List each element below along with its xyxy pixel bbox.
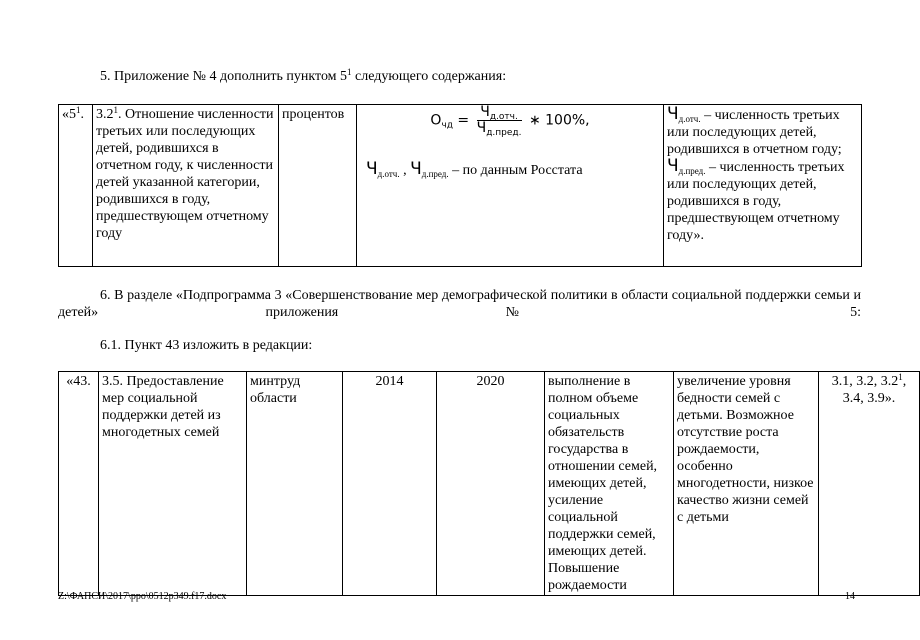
t2-col-executor: минтруд области	[247, 372, 343, 596]
formula-source: $Ч_{д.отч.}$ , $Ч_{д.пред.}$ – по данным Росстата	[366, 159, 583, 179]
t2-col-consequences: увеличение уровня бедности семей с детьми. Возможное отсутствие роста рождаемости, особенно многодетности, низкое качество жизни семей с детьми	[674, 372, 819, 596]
t1-col-formula	[357, 105, 664, 267]
t2-col-measure: 3.5. Предоставление мер социальной поддержки детей из многодетных семей	[99, 372, 247, 596]
measures-table	[58, 371, 920, 596]
formula: $О_{чд}$ = $\frac{Ч_{д.отч.}}{Ч_{д.пред.}}$ ∗ 100%,	[430, 104, 590, 138]
t1-col-number: «$5^1$.	[59, 105, 93, 267]
definition-previous: $Ч_{д.пред.}$ – численность третьих или последующих детей, родившихся в году, предшествующем отчетному году».	[667, 156, 845, 243]
t2-col-end-year: 2020	[437, 372, 545, 596]
t2-col-start-year: 2014	[343, 372, 437, 596]
definition-current: $Ч_{д.отч.}$ – численность третьих или последующих детей, родившихся в отчетном году;	[667, 104, 842, 157]
indicator-table	[58, 104, 862, 267]
item-6-text: 6. В разделе «Подпрограмма 3 «Совершенствование мер демографической политики в области социальной поддержки семьи и детей» приложения № 5:	[58, 288, 861, 320]
t2-col-indicators: 3.1, 3.2, $3.2^1$, 3.4, 3.9».	[819, 372, 920, 596]
t2-col-result: выполнение в полном объеме социальных обязательств государства в отношении семей, имеющих детей, усиление социальной поддержки семей, имеющих детей. Повышение рождаемости	[545, 372, 674, 596]
page-number: 14	[845, 591, 855, 602]
t1-col-definitions	[664, 105, 862, 267]
t1-col-indicator: $3.2^1$. Отношение численности третьих или последующих детей, родившихся в отчетном году, к численности детей указанной категории, родившихся в году, предшествующем отчетному году	[93, 105, 279, 267]
t1-col-unit: процентов	[279, 105, 357, 267]
formula-fraction: $\frac{Ч_{д.отч.}}{Ч_{д.пред.}}$	[476, 104, 522, 138]
t2-col-number: «43.	[59, 372, 99, 596]
item-5-text: 5. Приложение № 4 дополнить пунктом $5^1$ следующего содержания:	[100, 67, 507, 84]
item-6-1-text: 6.1. Пункт 43 изложить в редакции:	[100, 338, 313, 353]
file-path: Z:\ФАПСИ\2017\ppo\0512p349.f17.docx	[58, 591, 227, 602]
